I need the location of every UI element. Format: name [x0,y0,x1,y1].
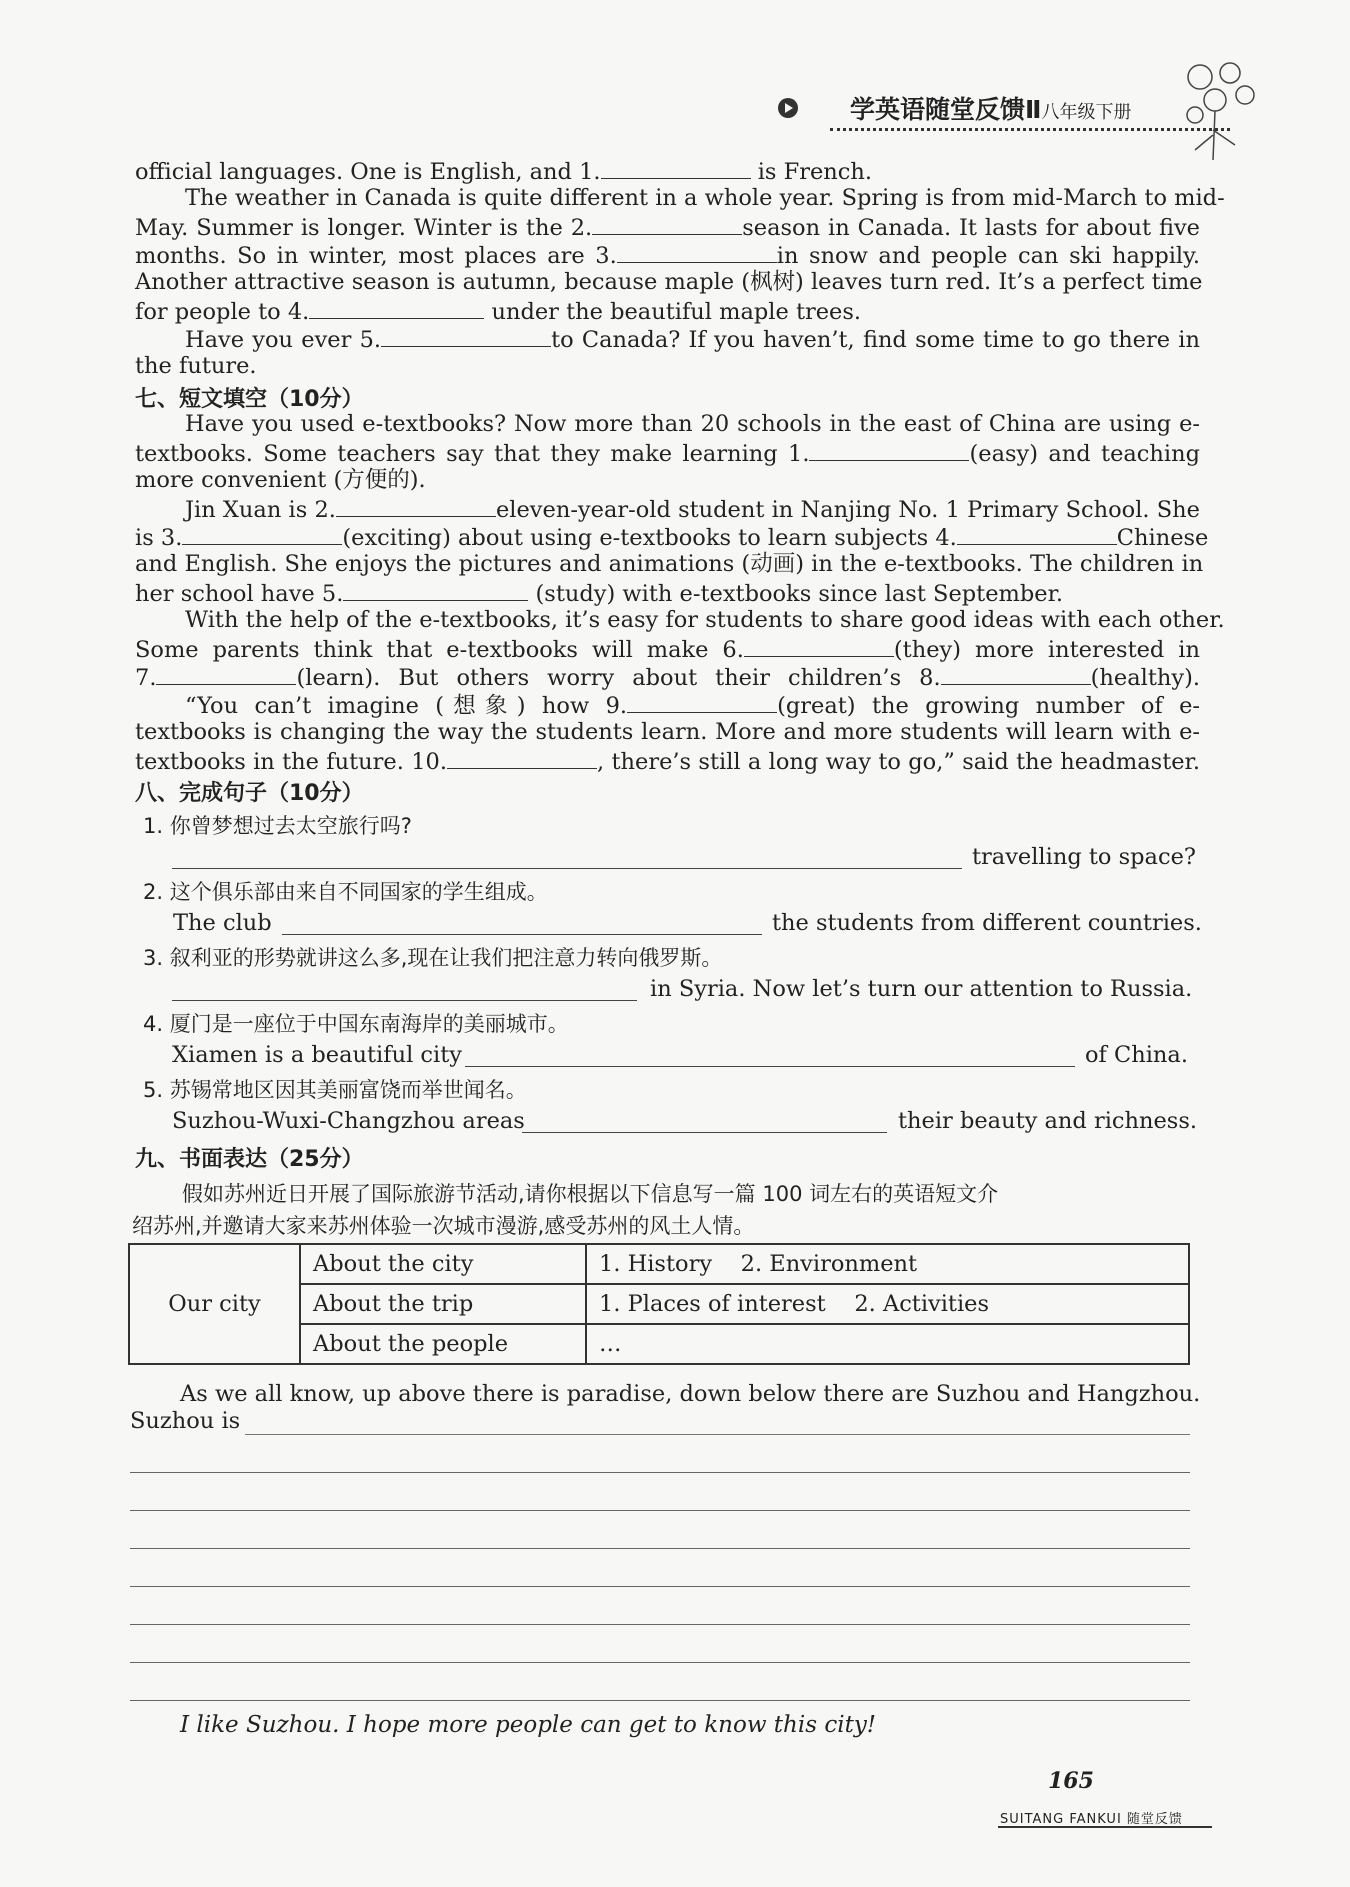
section7-title: 七、短文填空（10分） [135,387,364,412]
play-bullet-icon [778,98,798,118]
question-4-start: Xiamen is a beautiful city [172,1042,462,1068]
passage6-line: Have you ever 5. to Canada? If you haven’t, find some time to go there in [185,324,1200,354]
answer-line[interactable] [172,868,962,869]
passage7-line: is 3. (exciting) about using e-textbooks to learn subjects 4. Chinese [135,522,1200,552]
footer-rule [998,1826,1212,1828]
answer-blank[interactable] [809,438,969,461]
section9-title: 九、书面表达（25分） [135,1147,364,1172]
passage6-line: official languages. One is English, and 1. is French. [135,156,1200,186]
page-number: 165 [1048,1768,1094,1794]
answer-blank[interactable] [309,296,484,319]
writing-line[interactable] [130,1472,1190,1473]
writing-instructions: 假如苏州近日开展了国际旅游节活动,请你根据以下信息写一篇 100 词左右的英语短文介 [182,1182,999,1206]
book-title: 学英语随堂反馈Ⅱ八年级下册 [850,95,1132,124]
passage6-line: months. So in winter, most places are 3. in snow and people can ski happily. [135,240,1200,270]
question-5-ending: their beauty and richness. [898,1108,1198,1134]
essay-closing: I like Suzhou. I hope more people can get to know this city! [180,1712,877,1738]
question-5-chinese: 5. 苏锡常地区因其美丽富饶而举世闻名。 [143,1078,527,1102]
page-header [770,90,1230,130]
answer-blank[interactable] [182,522,342,545]
table-cell: About the people [300,1324,586,1364]
answer-blank[interactable] [617,240,777,263]
essay-opening: As we all know, up above there is paradise, down below there are Suzhou and Hangzhou. [180,1381,1201,1407]
table-cell: About the trip [300,1284,586,1324]
question-3-ending: in Syria. Now let’s turn our attention to Russia. [650,976,1193,1002]
section8-title: 八、完成句子（10分） [135,781,364,806]
writing-line[interactable] [130,1548,1190,1549]
table-cell-our-city: Our city [129,1244,300,1364]
passage7-line: Some parents think that e-textbooks will make 6. (they) more interested in [135,634,1200,664]
answer-line[interactable] [172,1000,637,1001]
passage6-line: May. Summer is longer. Winter is the 2. season in Canada. It lasts for about five [135,212,1200,242]
passage7-line: textbooks is changing the way the students learn. More and more students will learn with e- [135,719,1200,745]
grade-label: 八年级下册 [1041,102,1132,123]
info-table [128,1243,1190,1365]
answer-blank[interactable] [381,324,551,347]
passage7-line: her school have 5. (study) with e-textbooks since last September. [135,578,1200,608]
writing-line[interactable] [130,1662,1190,1663]
table-cell: … [586,1324,1189,1364]
question-1-chinese: 1. 你曾梦想过去太空旅行吗? [143,814,412,838]
question-4-chinese: 4. 厦门是一座位于中国东南海岸的美丽城市。 [143,1012,569,1036]
answer-blank[interactable] [957,522,1117,545]
writing-line[interactable] [130,1586,1190,1587]
writing-line[interactable] [245,1434,1190,1435]
flower-ornament-icon [1175,55,1265,165]
answer-line[interactable] [282,934,762,935]
footer-brand: SUITANG FANKUI 随堂反馈 [1000,1812,1183,1827]
answer-blank[interactable] [941,662,1091,685]
writing-line[interactable] [130,1700,1190,1701]
question-3-chinese: 3. 叙利亚的形势就讲这么多,现在让我们把注意力转向俄罗斯。 [143,946,723,970]
header-dotted-rule [830,128,1230,131]
answer-line[interactable] [465,1066,1075,1067]
writing-line[interactable] [130,1510,1190,1511]
passage7-line: and English. She enjoys the pictures and animations (动画) in the e-textbooks. The children in [135,551,1204,577]
writing-instructions: 绍苏州,并邀请大家来苏州体验一次城市漫游,感受苏州的风土人情。 [132,1214,755,1238]
passage7-line: more convenient (方便的). [135,467,426,493]
question-1-ending: travelling to space? [972,844,1196,870]
answer-blank[interactable] [156,662,296,685]
answer-blank[interactable] [627,690,777,713]
answer-blank[interactable] [592,212,742,235]
question-2-chinese: 2. 这个俱乐部由来自不同国家的学生组成。 [143,880,548,904]
answer-blank[interactable] [744,634,894,657]
essay-start: Suzhou is [130,1408,241,1434]
passage7-line: textbooks. Some teachers say that they make learning 1. (easy) and teaching [135,438,1200,468]
passage7-line: Have you used e-textbooks? Now more than 20 schools in the east of China are using e- [185,411,1200,437]
answer-blank[interactable] [343,578,528,601]
question-2-ending: the students from different countries. [772,910,1202,936]
answer-line[interactable] [522,1132,887,1133]
question-4-ending: of China. [1085,1042,1188,1068]
passage7-line: textbooks in the future. 10. , there’s still a long way to go,” said the headmaster. [135,746,1200,776]
passage7-line: 7. (learn). But others worry about their children’s 8. (healthy). [135,662,1200,692]
question-2-start: The club [173,910,272,936]
question-5-start: Suzhou-Wuxi-Changzhou areas [172,1108,525,1134]
passage6-line: The weather in Canada is quite different in a whole year. Spring is from mid-March to mid- [185,185,1225,211]
answer-blank[interactable] [447,746,597,769]
passage6-line: for people to 4. under the beautiful maple trees. [135,296,1200,326]
passage6-line: Another attractive season is autumn, because maple (枫树) leaves turn red. It’s a perfect time [135,269,1203,295]
table-cell: 1. History 2. Environment [586,1244,1189,1284]
passage7-line: “You can’t imagine (想象) how 9. (great) the growing number of e- [185,690,1200,720]
writing-line[interactable] [130,1624,1190,1625]
passage7-line: With the help of the e-textbooks, it’s easy for students to share good ideas with each other. [185,607,1225,633]
answer-blank[interactable] [336,494,496,517]
table-cell: About the city [300,1244,586,1284]
answer-blank[interactable] [601,156,751,179]
table-cell: 1. Places of interest 2. Activities [586,1284,1189,1324]
passage7-line: Jin Xuan is 2. eleven-year-old student in Nanjing No. 1 Primary School. She [185,494,1200,524]
passage6-line: the future. [135,353,257,379]
